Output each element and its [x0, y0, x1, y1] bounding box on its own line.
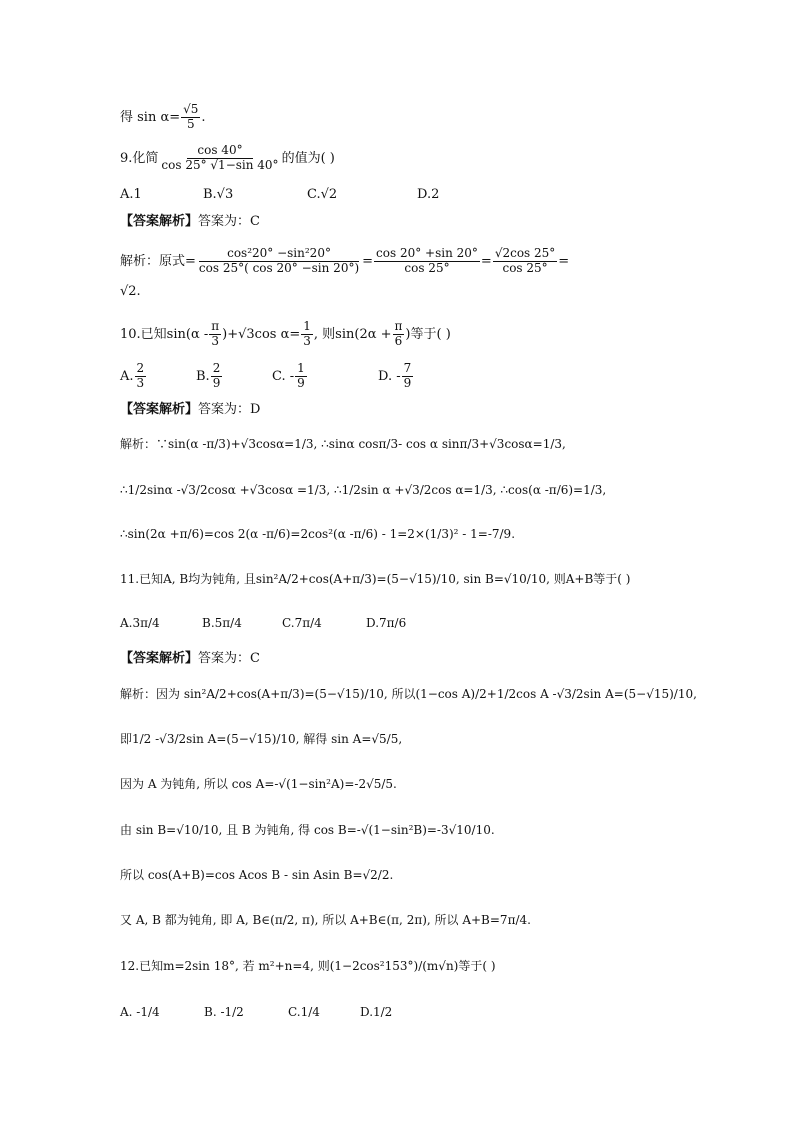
option-label: B. — [196, 368, 210, 384]
question-11 — [120, 573, 630, 585]
option-a: A. -1/4 — [120, 1005, 160, 1019]
fraction — [159, 144, 280, 173]
text: ∴sin(2α +π/6)=cos 2(α -π/6)=2cos²(α -π/6) - 1=2×(1/3)² - 1=-7/9. — [120, 527, 516, 541]
numerator: cos 40° — [187, 144, 252, 159]
solution-11-line-1 — [120, 688, 697, 700]
option-d: D.7π/6 — [366, 616, 407, 630]
text: . — [201, 109, 206, 125]
solution-10-line-3 — [120, 528, 515, 540]
option-label: C. - — [272, 368, 295, 384]
answer-tag: 【答案解析】 — [120, 214, 199, 229]
question-10 — [120, 320, 451, 349]
numerator: π — [394, 319, 403, 333]
question-stem-end: 的值为( ) — [281, 150, 335, 166]
option-c: C.7π/4 — [282, 616, 322, 630]
option-b: B.√3 — [203, 187, 234, 202]
fraction — [295, 362, 307, 391]
question-stem: 9.化简 — [120, 150, 159, 166]
denominator: 3 — [136, 375, 145, 390]
text: 得 sin α= — [120, 109, 181, 125]
q9-options — [120, 188, 439, 201]
denominator: 5 — [186, 116, 195, 131]
fraction — [197, 247, 361, 276]
fraction — [402, 362, 414, 391]
answer-tag: 【答案解析】 — [120, 402, 199, 417]
numerator: 1 — [303, 319, 311, 333]
q10-options — [120, 362, 414, 391]
option-c: C.1/4 — [288, 1005, 320, 1019]
option-a — [120, 362, 196, 391]
denominator: 9 — [212, 375, 221, 390]
option-b: B. -1/2 — [204, 1005, 244, 1019]
answer-11 — [120, 652, 260, 665]
text: 解析：∵sin(α -π/3)+√3cosα=1/3, ∴sinα cosπ/3- cos α sinπ/3+√3cosα=1/3, — [120, 437, 566, 451]
answer-tag: 【答案解析】 — [120, 651, 199, 666]
option-d: D.2 — [417, 187, 440, 202]
question-stem: 11.已知A, B均为钝角, 且sin²A/2+cos(A+π/3)=(5−√15)/10, sin B=√10/10, 则A+B等于( ) — [120, 572, 631, 586]
numerator: 2 — [212, 361, 221, 375]
text: ∴1/2sinα -√3/2cosα +√3cosα =1/3, ∴1/2sin α +√3/2cos α=1/3, ∴cos(α -π/6)=1/3, — [120, 483, 607, 497]
solution-9-tail — [120, 285, 141, 298]
option-d — [378, 361, 414, 390]
answer-text: 答案为：D — [198, 402, 261, 417]
text: 解析：原式= — [120, 253, 196, 269]
denominator: cos 25°( cos 20° −sin 20°) — [198, 260, 360, 275]
numerator: √5 — [183, 102, 199, 116]
option-a: A.1 — [120, 187, 142, 202]
solution-11-line-2 — [120, 733, 402, 745]
fraction — [181, 103, 200, 132]
numerator: π — [211, 319, 220, 333]
denominator: 9 — [403, 375, 412, 390]
fraction — [393, 320, 405, 349]
option-label: D. - — [378, 368, 401, 384]
text: 解析：因为 sin²A/2+cos(A+π/3)=(5−√15)/10, 所以(1−cos A)/2+1/2cos A -√3/2sin A=(5−√15)/10, — [120, 687, 697, 701]
solution-10-line-2 — [120, 484, 606, 496]
numerator: 1 — [297, 361, 305, 375]
text: )+√3cos α= — [222, 326, 301, 342]
fraction — [209, 320, 221, 349]
text: , 则sin(2α + — [313, 326, 392, 342]
text: = — [362, 253, 374, 269]
option-c — [272, 362, 378, 391]
denominator: 3 — [303, 333, 311, 348]
line-conclusion — [120, 103, 206, 132]
numerator: √2cos 25° — [494, 246, 556, 260]
text: = — [480, 253, 492, 269]
text: 因为 A 为钝角, 所以 cos A=-√(1−sin²A)=-2√5/5. — [120, 777, 397, 791]
answer-9 — [120, 215, 260, 228]
denominator: cos 25° √1−sin 40° — [161, 157, 279, 172]
denominator: 6 — [394, 333, 403, 348]
question-stem: 12.已知m=2sin 18°, 若 m²+n=4, 则(1−2cos²153°)/(m√n)等于( ) — [120, 959, 496, 973]
option-b: B.5π/4 — [202, 616, 242, 630]
denominator: 9 — [297, 375, 305, 390]
option-a: A.3π/4 — [120, 616, 160, 630]
denominator: 3 — [211, 333, 220, 348]
text: 所以 cos(A+B)=cos Acos B - sin Asin B=√2/2. — [120, 868, 394, 882]
text: 由 sin B=√10/10, 且 B 为钝角, 得 cos B=-√(1−sin²B)=-3√10/10. — [120, 823, 495, 837]
numerator: 7 — [403, 361, 412, 375]
q11-options — [120, 617, 406, 629]
answer-10 — [120, 403, 260, 416]
option-d: D.1/2 — [360, 1005, 393, 1019]
fraction — [135, 362, 147, 391]
fraction — [301, 320, 313, 349]
denominator: cos 25° — [502, 260, 548, 275]
solution-11-line-6 — [120, 914, 531, 926]
solution-11-line-5 — [120, 869, 393, 881]
question-12 — [120, 960, 496, 972]
option-c: C.√2 — [307, 187, 338, 202]
option-label: A. — [120, 368, 134, 384]
text: 又 A, B 都为钝角, 即 A, B∈(π/2, π), 所以 A+B∈(π, 2π), 所以 A+B=7π/4. — [120, 913, 531, 927]
denominator: cos 25° — [404, 260, 450, 275]
solution-9 — [120, 247, 569, 276]
fraction — [374, 247, 480, 276]
solution-10-line-1 — [120, 438, 566, 450]
option-b — [196, 362, 272, 391]
text: )等于( ) — [405, 326, 451, 342]
solution-11-line-3 — [120, 778, 397, 790]
text: √2. — [120, 284, 141, 299]
fraction — [493, 247, 557, 276]
numerator: cos²20° −sin²20° — [199, 247, 359, 262]
text: 10.已知sin(α - — [120, 326, 209, 342]
answer-text: 答案为：C — [198, 651, 260, 666]
fraction — [211, 362, 223, 391]
solution-11-line-4 — [120, 824, 495, 836]
text: = — [558, 253, 570, 269]
question-9 — [120, 144, 335, 173]
answer-text: 答案为：C — [198, 214, 260, 229]
numerator: cos 20° +sin 20° — [376, 246, 478, 260]
numerator: 2 — [136, 361, 145, 375]
q12-options — [120, 1006, 392, 1018]
text: 即1/2 -√3/2sin A=(5−√15)/10, 解得 sin A=√5/5, — [120, 732, 403, 746]
